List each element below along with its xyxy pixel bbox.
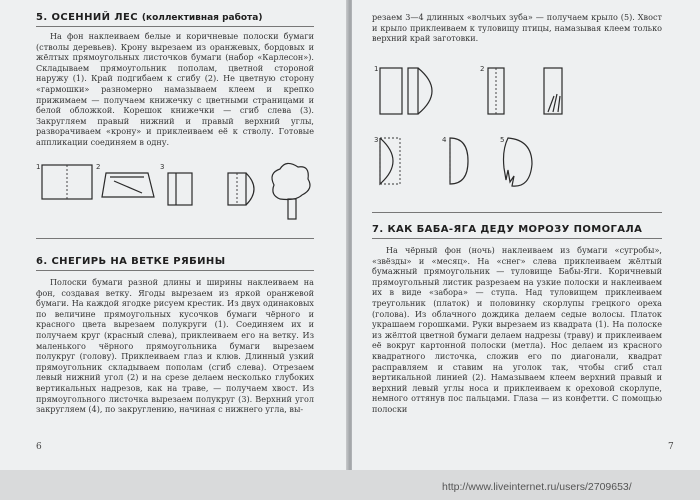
tree-trunk bbox=[288, 199, 296, 219]
step-1-rectangle-b bbox=[408, 68, 418, 114]
step-2-tail-blank bbox=[488, 68, 504, 114]
section-6-continued-text: резаем 3—4 длинных «волчьих зуба» — получаем крыло (5). Хвост и крыло приклеиваем к туловищу птицы, намазывая клеем только верхний край заготовки. bbox=[372, 12, 662, 44]
page-number-left: 6 bbox=[36, 442, 42, 452]
step-3-half-circle bbox=[380, 138, 393, 184]
fig-label-3: 3 bbox=[374, 136, 379, 144]
section-5-bottom-rule bbox=[36, 238, 314, 239]
crown-rounded-edge bbox=[246, 173, 254, 205]
step-2-tail bbox=[544, 68, 562, 114]
fig-label-1: 1 bbox=[374, 65, 379, 73]
tree-crown bbox=[272, 163, 310, 199]
watermark-url: http://www.liveinternet.ru/users/2709653/ bbox=[442, 481, 632, 493]
step-2-tail-cuts bbox=[548, 94, 560, 112]
fig-label-4: 4 bbox=[442, 136, 447, 144]
step-3-book bbox=[168, 173, 192, 205]
section-5-rule bbox=[36, 26, 314, 27]
section-6-title: 6. СНЕГИРЬ НА ВЕТКЕ РЯБИНЫ bbox=[36, 256, 226, 267]
section-7-title: 7. КАК БАБА-ЯГА ДЕДУ МОРОЗУ ПОМОГАЛА bbox=[372, 224, 643, 235]
section-7-rule bbox=[372, 238, 662, 239]
left-page bbox=[0, 0, 348, 470]
step-1-half-circle bbox=[418, 68, 432, 114]
section-6-illustration bbox=[372, 64, 672, 204]
fig-label-1: 1 bbox=[36, 163, 41, 171]
fig-label-3: 3 bbox=[160, 163, 165, 171]
right-page bbox=[352, 0, 700, 470]
step-4-rounded bbox=[450, 138, 468, 184]
fig-label-2: 2 bbox=[480, 65, 485, 73]
step-1-rectangle-a bbox=[380, 68, 402, 114]
section-6-text: Полоски бумаги разной длины и ширины наклеиваем на фон, создавая ветку. Ягоды вырезаем из яркой оранжевой бумаги. На каждой ягодке рисуем крестик. Из двух одинаковых по величине прямоугольных кусочков бумаги чёрного и красного цвета вырезаем полукруги (1). Соединяем их и получаем круг (красный слева), приклеиваем его на ветку. Из маленького чёрного прямоугольника бумаги вырезаем полукруг (голову). Приклеиваем глаз и клюв. Длинный узкий прямоугольник складываем пополам (сгиб слева). Отрезаем левый нижний угол (2) и на срезе делаем несколько глубоких вертикальных надрезов, как на траве, — получаем хвост. Из прямоугольного листочка вырезаем полукруг (3). Верхний угол закругляем (4), по закруглению, начиная с нижнего угла, вы- bbox=[36, 277, 314, 415]
section-5-title: 5. ОСЕННИЙ ЛЕС (коллективная работа) bbox=[36, 12, 263, 23]
fig-label-2: 2 bbox=[96, 163, 101, 171]
section-6-bottom-rule bbox=[372, 212, 662, 213]
section-7-text: На чёрный фон (ночь) наклеиваем из бумаги «сугробы», «звёзды» и «месяц». На «снег» слева приклеиваем жёлтый бумажный прямоугольник — туловище Бабы-Яги. Коричневый прямоугольный листик разрезаем на узкие полоски и наклеиваем их в виде «забора» — ступа. Над туловищем приклеиваем треугольник (платок) и половинку скорлупы грецкого ореха (голова). Из облачного дождика делаем седые волосы. Платок украшаем горошками. Руки вырезаем из квадрата (1). На полоске из жёлтой цветной бумаги делаем надрезы (траву) и приклеиваем её вокруг картонной полоски (метла). Нос делаем из красного квадратного листочка, сложив его по диагонали, квадрат расправляем и ставим на уголок так, чтобы сгиб стал вертикальной линией (2). Намазываем клеем верхний правый и верхний левый углы носа и приклеиваем к ореховой скорлупе, немного оттянув пос пальцами. Глаза — из конфетти. С помощью полоски bbox=[372, 245, 662, 414]
page-number-right: 7 bbox=[668, 442, 674, 452]
step-3-outline bbox=[380, 138, 400, 184]
section-6-rule bbox=[36, 270, 314, 271]
fig-label-5: 5 bbox=[500, 136, 505, 144]
step-5-wing bbox=[504, 138, 533, 186]
section-5-text: На фон наклеиваем белые и коричневые полоски бумаги (стволы деревьев). Крону вырезаем из оранжевых, бордовых и жёлтых прямоугольных листочков бумаги (набор «Карлесон»). Складываем прямоугольник пополам, цветной стороной наружу (1). Край подгибаем к сгибу (2). Не цветную сторону «гармошки» разномерно намазываем клеем и крепко прижимаем — получаем книжечку с цветными страницами и белой обложкой. Корешок книжечки — сгиб слева (3). Закругляем правый нижний и правый верхний углы, разворачиваем «крону» и приклеиваем её к стволу. Готовые аппликации соединяем в одну. bbox=[36, 31, 314, 147]
step-2-accordion bbox=[114, 181, 142, 193]
section-5-illustration bbox=[36, 161, 326, 231]
